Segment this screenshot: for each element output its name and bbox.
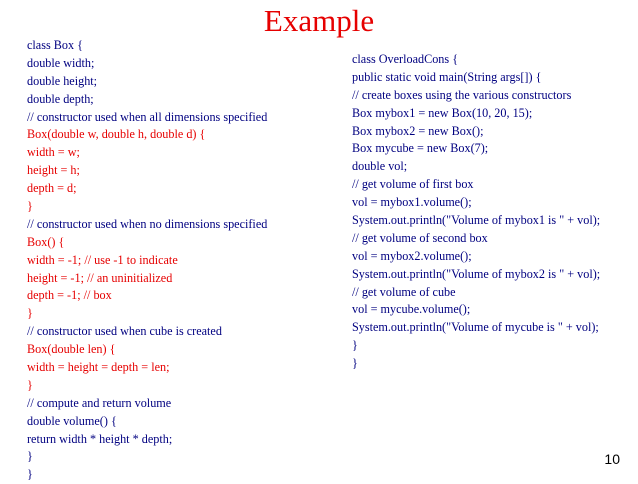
code-line: // get volume of second box [352, 230, 488, 245]
code-line: Box mybox2 = new Box(); [352, 123, 484, 138]
code-line: double height; [27, 73, 98, 88]
code-line: } [352, 338, 358, 353]
code-line: Box mybox1 = new Box(10, 20, 15); [352, 105, 533, 120]
code-line: width = w; [27, 145, 80, 160]
code-line: } [27, 449, 33, 464]
code-line: } [27, 199, 33, 214]
code-line: height = h; [27, 163, 80, 178]
code-line: public static void main(String args[]) { [352, 69, 542, 84]
code-line: width = -1; // use -1 to indicate [27, 252, 178, 267]
code-line: depth = d; [27, 181, 77, 196]
code-line: class OverloadCons { [352, 52, 459, 66]
code-line: // get volume of first box [352, 177, 474, 192]
code-line: double depth; [27, 91, 94, 106]
slide-title: Example [263, 3, 375, 38]
code-line: System.out.println("Volume of mycube is " + vol); [352, 320, 599, 335]
code-line: System.out.println("Volume of mybox2 is " + vol); [352, 266, 601, 281]
code-line: // constructor used when no dimensions specified [27, 216, 268, 231]
code-line: vol = mybox1.volume(); [352, 195, 472, 210]
code-line: return width * height * depth; [27, 431, 173, 446]
overload-cons-code [352, 51, 600, 373]
code-line: double vol; [352, 159, 408, 174]
code-line: class Box { [27, 38, 83, 52]
code-line: double volume() { [27, 413, 117, 428]
code-line: } [27, 467, 33, 482]
code-line: System.out.println("Volume of mybox1 is " + vol); [352, 213, 601, 228]
code-line: } [352, 356, 358, 371]
box-class-code [27, 37, 267, 484]
code-line: Box(double len) { [27, 342, 116, 357]
code-line: } [27, 377, 33, 392]
code-line: // compute and return volume [27, 395, 172, 410]
code-line: depth = -1; // box [27, 288, 112, 303]
code-line: Box() { [27, 234, 65, 249]
page-number: 10 [604, 451, 620, 467]
code-line: double width; [27, 55, 95, 70]
code-line: height = -1; // an uninitialized [27, 270, 173, 285]
code-line: vol = mybox2.volume(); [352, 248, 472, 263]
code-line: Box mycube = new Box(7); [352, 141, 489, 156]
code-line: width = height = depth = len; [27, 360, 170, 375]
code-line: Box(double w, double h, double d) { [27, 127, 206, 142]
code-line: // create boxes using the various constructors [352, 87, 572, 102]
code-line: // get volume of cube [352, 284, 456, 299]
code-line: // constructor used when all dimensions specified [27, 109, 268, 124]
code-line: // constructor used when cube is created [27, 324, 222, 339]
code-line: } [27, 306, 33, 321]
code-line: vol = mycube.volume(); [352, 302, 471, 317]
